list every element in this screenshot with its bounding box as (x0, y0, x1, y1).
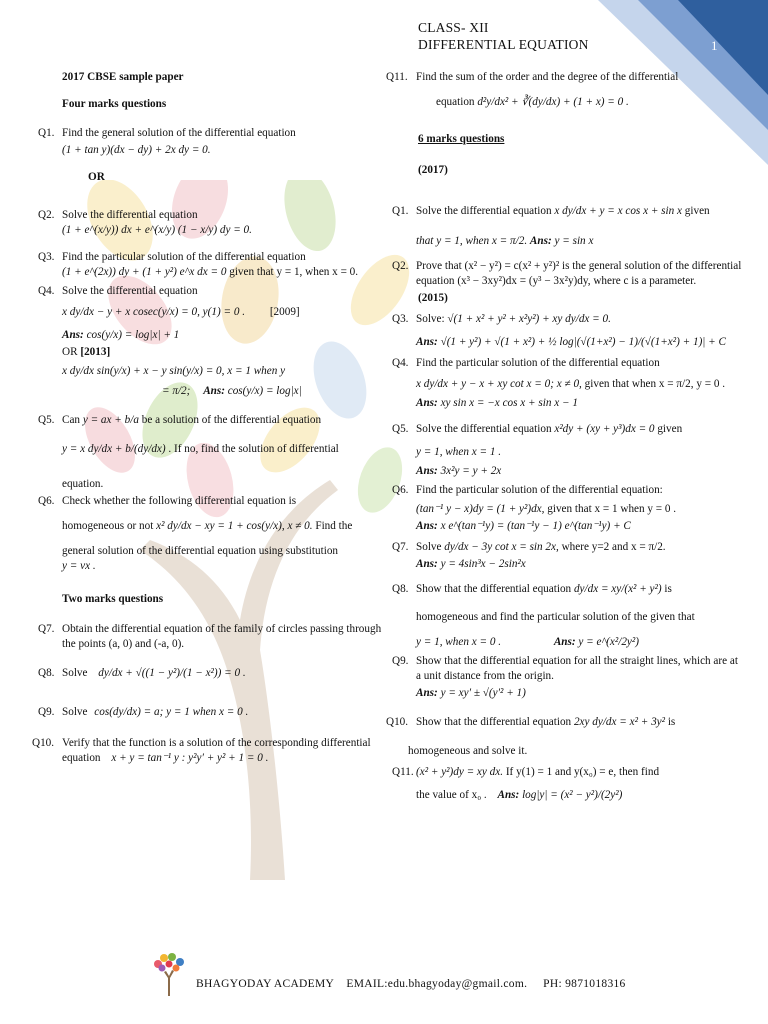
question-q6 (38, 494, 383, 574)
question-text: Find the general solution of the differential equation (62, 127, 296, 140)
academy-logo-icon (150, 952, 188, 996)
answer: √(1 + y²) + √(1 + x²) + ½ log|(√(1+x²) − 1)/(√(1+x²) + 1)| + C (440, 336, 726, 349)
answer-label: Ans: (416, 336, 438, 349)
answer: xy sin x = −x cos x + sin x − 1 (440, 397, 578, 410)
footer-text (196, 978, 626, 990)
question-q3 (38, 250, 383, 280)
answer: x e^(tan⁻¹y) = (tan⁻¹y − 1) e^(tan⁻¹y) + C (440, 520, 631, 533)
equation: y = ax + b/a (82, 413, 139, 426)
page-number: 1 (711, 38, 718, 53)
question-text: Find the (315, 520, 353, 533)
question-number: Q2. (38, 208, 55, 221)
answer-label: Ans: (529, 234, 552, 247)
question-text: Solve the differential equation (416, 422, 552, 435)
equation: that y = 1, when x = π/2. (416, 234, 528, 247)
question-text: Prove that (x² − y²) = c(x² + y²)² is the general solution of the differential equation (x³ − 3xy²)dx = (y³ − 3x²y)dy, where c is a parameter. (416, 259, 742, 287)
right-column (386, 70, 744, 804)
question-q9 (38, 705, 383, 720)
equation: (1 + e^(x/y)) dx + e^(x/y) (1 − x/y) dy = 0. (62, 223, 252, 236)
question-r9 (392, 654, 744, 701)
question-number: Q5. (38, 413, 55, 426)
equation: (x² + y²)dy = xy dx. (416, 766, 504, 779)
year-2017: (2017) (418, 164, 448, 177)
equation: (1 + tan y)(dx − dy) + 2x dy = 0. (62, 144, 211, 157)
question-text: Verify that the function is a solution of the corresponding differential equation (62, 736, 371, 765)
question-text: given (684, 205, 710, 218)
question-text: Solve (62, 666, 88, 679)
question-number: Q8. (38, 666, 55, 679)
question-text: the value of x₀ . (416, 789, 487, 802)
question-number: Q9. (38, 705, 55, 718)
answer: log|y| = (x² − y²)/(2y²) (522, 789, 623, 802)
question-text: Show that the differential equation for all the straight lines, which are at a unit distance from the origin. (416, 654, 738, 682)
question-text: Solve the differential equation (416, 205, 552, 218)
equation: y = x dy/dx + b/(dy/dx) (62, 442, 166, 455)
question-text: general solution of the differential equation using substitution (62, 545, 339, 558)
question-number: Q6. (38, 494, 55, 507)
question-number: Q5. (392, 422, 409, 435)
question-r-q11-top (386, 70, 744, 110)
equation: y = 1, when x = 0 . (416, 635, 502, 648)
question-number: Q1. (38, 127, 55, 140)
question-number: Q9. (392, 654, 409, 667)
question-text: Solve the differential equation (62, 208, 198, 221)
question-number: Q4. (392, 357, 409, 370)
question-text: homogeneous and solve it. (408, 745, 528, 758)
question-q5 (38, 413, 383, 492)
question-text: be a solution of the differential equation (141, 413, 322, 426)
or-label: OR (62, 346, 78, 359)
equation: cos(dy/dx) = a; y = 1 when x = 0 . (94, 705, 249, 718)
question-r10 (386, 715, 744, 759)
answer: cos(y/x) = log|x| (227, 384, 302, 397)
question-text: equation (436, 96, 475, 109)
academy-name: BHAGYODAY ACADEMY (196, 978, 334, 990)
question-q1 (38, 126, 383, 158)
answer-label: Ans: (497, 789, 520, 802)
answer-label: Ans: (416, 397, 438, 410)
question-text: . If no, find the solution of differential (168, 442, 339, 455)
question-r8 (392, 582, 744, 649)
answer-label: Ans: (416, 686, 438, 699)
question-r6 (392, 483, 744, 534)
question-text: Find the particular solution of the differential equation (62, 250, 306, 263)
answer-label: Ans: (416, 464, 438, 477)
question-number: Q6. (392, 483, 409, 496)
class-label: CLASS- XII (418, 20, 489, 35)
question-text: Solve: (416, 312, 445, 325)
question-text: Obtain the differential equation of the family of circles passing through the points (a, 0) and (-a, 0). (62, 622, 382, 650)
answer: y = 4sin³x − 2sin²x (440, 558, 526, 571)
answer-label: Ans: (553, 635, 576, 648)
question-r4 (392, 356, 744, 411)
question-q7 (38, 622, 383, 652)
academy-email: EMAIL:edu.bhagyoday@gmail.com. (346, 978, 528, 990)
question-text: Can (62, 413, 81, 426)
question-text-tail: given that when x = π/2, y = 0 . (584, 378, 726, 391)
answer: y = xy′ ± √(y′² + 1) (440, 686, 526, 699)
equation: dy/dx + √((1 − y²)/(1 − x²)) = 0 . (98, 666, 246, 679)
question-number: Q1. (392, 205, 409, 218)
equation: (1 + e^(2x)) dy + (1 + y²) e^x dx = 0 (62, 265, 227, 278)
question-text: Show that the differential equation (416, 583, 572, 596)
question-text: Solve (416, 541, 442, 554)
equation: dy/dx = xy/(x² + y²) (573, 583, 662, 596)
question-text-tail: given that y = 1, when x = 0. (229, 265, 359, 278)
four-marks-heading: Four marks questions (62, 98, 167, 111)
left-column (32, 70, 383, 766)
question-number: Q4. (38, 284, 55, 297)
question-q2 (38, 208, 383, 238)
equation: √(1 + x² + y² + x²y²) + xy dy/dx = 0. (447, 312, 611, 325)
question-text-tail: given (657, 422, 683, 435)
question-number: Q7. (392, 541, 409, 554)
question-q10 (32, 736, 383, 766)
equation: y = 1, when x = 1 . (416, 445, 502, 458)
equation: (tan⁻¹ y − x)dy = (1 + y²)dx, (416, 502, 545, 515)
page-footer (0, 972, 768, 1002)
question-text-tail: is (667, 716, 676, 729)
question-q8 (38, 666, 383, 681)
question-r11 (392, 765, 744, 803)
question-number: Q7. (38, 622, 55, 635)
equation: x² dy/dx − xy = 1 + cos(y/x), x ≠ 0. (156, 520, 313, 533)
question-r7 (392, 540, 744, 572)
six-marks-heading: 6 marks questions (418, 133, 505, 146)
equation: y = vx . (62, 560, 96, 573)
equation: d²y/dx² + ∛(dy/dx) + (1 + x) = 0 . (477, 96, 629, 109)
two-marks-heading: Two marks questions (62, 593, 164, 606)
equation: 2xy dy/dx = x² + 3y² (573, 716, 666, 729)
question-q4 (38, 284, 383, 399)
equation: x dy/dx sin(y/x) + x − y sin(y/x) = 0, x = 1 when y (62, 365, 286, 378)
subject-title: DIFFERENTIAL EQUATION (418, 37, 589, 52)
paper-title: 2017 CBSE sample paper (62, 71, 184, 83)
question-number: Q11. (386, 71, 408, 83)
question-text-tail: where y=2 and x = π/2. (561, 541, 666, 554)
answer-label: Ans: (62, 329, 84, 342)
answer-label: Ans: (203, 384, 225, 397)
equation: dy/dx − 3y cot x = sin 2x, (444, 541, 559, 554)
question-text: Find the sum of the order and the degree of the differential (416, 71, 679, 83)
question-text: Solve the differential equation (62, 284, 198, 297)
question-number: Q10. (32, 736, 55, 749)
question-text: homogeneous or not (62, 520, 154, 533)
question-number: Q8. (392, 583, 409, 596)
question-text-tail: is (664, 583, 672, 596)
equation: x²dy + (xy + y³)dx = 0 (554, 422, 655, 435)
question-number: Q11. (392, 766, 414, 779)
answer-label: Ans: (416, 558, 438, 571)
question-r1 (392, 204, 744, 248)
question-r3 (392, 312, 744, 350)
question-text: equation. (62, 477, 104, 490)
year-tag: [2009] (269, 306, 300, 319)
question-text-tail: given that x = 1 when y = 0 . (547, 502, 677, 515)
answer: y = sin x (554, 234, 594, 247)
equation: = π/2; (162, 384, 191, 397)
year-tag: [2013] (80, 346, 111, 359)
question-r2 (392, 259, 744, 289)
question-number: Q10. (386, 716, 409, 729)
question-text: Show that the differential equation (416, 716, 572, 729)
answer: y = e^(x²/2y²) (578, 635, 639, 648)
question-number: Q3. (392, 312, 409, 325)
equation: x + y = tan⁻¹ y : y²y′ + y² + 1 = 0 . (111, 752, 269, 765)
academy-phone: PH: 9871018316 (543, 978, 626, 990)
answer: 3x²y = y + 2x (440, 464, 502, 477)
year-2015: (2015) (418, 291, 448, 304)
question-text: Check whether the following differential equation is (62, 494, 297, 507)
question-text: Find the particular solution of the differential equation (416, 357, 660, 370)
question-r5 (392, 422, 744, 479)
equation: x dy/dx − y + x cosec(y/x) = 0, y(1) = 0 . (62, 306, 246, 319)
question-text: Find the particular solution of the differential equation: (416, 483, 663, 496)
answer-label: Ans: (416, 520, 438, 533)
equation: x dy/dx + y = x cos x + sin x (554, 205, 682, 218)
question-text: Solve (62, 705, 88, 718)
question-number: Q2. (392, 259, 409, 272)
question-text: If y(1) = 1 and y(x₀) = e, then find (505, 766, 660, 779)
or-label: OR (88, 171, 105, 184)
answer: cos(y/x) = log|x| + 1 (86, 329, 180, 342)
question-number: Q3. (38, 250, 55, 263)
equation: x dy/dx + y − x + xy cot x = 0; x ≠ 0, (416, 378, 582, 391)
question-text: homogeneous and find the particular solution of the given that (416, 610, 695, 623)
